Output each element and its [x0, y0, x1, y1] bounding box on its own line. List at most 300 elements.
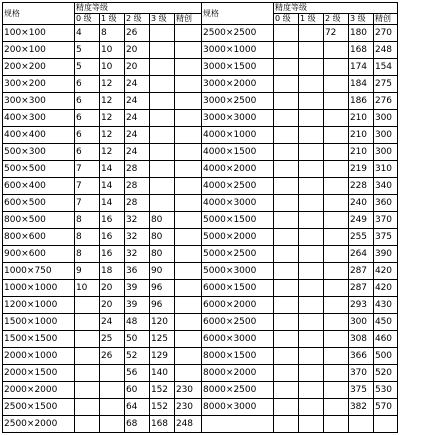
left-grade-cell [175, 212, 202, 229]
right-grade-cell: 530 [374, 382, 398, 399]
right-spec-cell: 3000×3000 [202, 110, 274, 127]
right-empty-cell [324, 416, 349, 433]
right-grade-cell [274, 161, 299, 178]
right-grade-cell [324, 144, 349, 161]
left-grade-cell [100, 399, 125, 416]
left-grade-cell: 7 [75, 161, 100, 178]
right-grade-cell: 340 [374, 178, 398, 195]
right-spec-cell: 5000×3000 [202, 263, 274, 280]
right-grade-cell: 275 [374, 76, 398, 93]
right-grade-cell [324, 93, 349, 110]
table-row [3, 416, 398, 433]
left-grade-cell [75, 382, 100, 399]
left-grade-cell: 8 [75, 229, 100, 246]
header-row-grade [3, 3, 398, 14]
right-grade-cell [274, 195, 299, 212]
right-grade-cell [299, 59, 324, 76]
right-grade-cell [299, 25, 324, 42]
left-grade-cell [150, 127, 175, 144]
right-grade-cell: 300 [374, 110, 398, 127]
grade-header-left: 精度等级 [75, 3, 202, 14]
left-grade-cell [175, 59, 202, 76]
right-grade-cell [299, 280, 324, 297]
right-grade-cell [299, 263, 324, 280]
right-grade-cell: 570 [374, 399, 398, 416]
grade-3-header-left: 3 级 [150, 14, 175, 25]
left-grade-cell: 26 [125, 25, 150, 42]
table-row [3, 127, 398, 144]
left-grade-cell: 12 [100, 93, 125, 110]
right-grade-cell: 293 [349, 297, 374, 314]
left-grade-cell: 24 [125, 93, 150, 110]
right-grade-cell: 366 [349, 348, 374, 365]
right-grade-cell: 300 [349, 314, 374, 331]
left-spec-cell: 800×500 [3, 212, 75, 229]
left-grade-cell: 125 [150, 331, 175, 348]
table-row [3, 76, 398, 93]
left-grade-cell: 230 [175, 399, 202, 416]
right-grade-cell [324, 314, 349, 331]
left-grade-cell: 24 [125, 110, 150, 127]
left-grade-cell: 8 [100, 25, 125, 42]
left-grade-cell: 14 [100, 178, 125, 195]
table-row [3, 161, 398, 178]
left-grade-cell [175, 110, 202, 127]
right-grade-cell: 308 [349, 331, 374, 348]
right-grade-cell [299, 161, 324, 178]
left-grade-cell: 7 [75, 178, 100, 195]
right-grade-cell [274, 110, 299, 127]
right-grade-cell: 300 [374, 144, 398, 161]
left-grade-cell: 80 [150, 246, 175, 263]
left-grade-cell: 12 [100, 144, 125, 161]
right-spec-cell: 5000×2500 [202, 246, 274, 263]
right-spec-cell: 8000×2500 [202, 382, 274, 399]
right-grade-cell [324, 195, 349, 212]
table-row [3, 297, 398, 314]
right-grade-cell [274, 331, 299, 348]
right-grade-cell: 390 [374, 246, 398, 263]
right-grade-cell: 370 [374, 212, 398, 229]
left-grade-cell: 5 [75, 42, 100, 59]
left-grade-cell: 25 [100, 331, 125, 348]
left-grade-cell [175, 280, 202, 297]
left-grade-cell [175, 365, 202, 382]
right-grade-cell [274, 93, 299, 110]
right-grade-cell: 184 [349, 76, 374, 93]
left-grade-cell: 80 [150, 212, 175, 229]
grade-2-header-left: 2 级 [125, 14, 150, 25]
right-grade-cell: 154 [374, 59, 398, 76]
right-grade-cell [274, 263, 299, 280]
left-grade-cell [150, 161, 175, 178]
left-grade-cell [175, 331, 202, 348]
right-empty-cell [202, 416, 274, 433]
table-row [3, 42, 398, 59]
left-grade-cell [75, 365, 100, 382]
left-grade-cell: 20 [100, 280, 125, 297]
left-grade-cell [75, 331, 100, 348]
left-grade-cell: 80 [150, 229, 175, 246]
left-grade-cell: 9 [75, 263, 100, 280]
left-grade-cell [175, 161, 202, 178]
right-spec-cell: 4000×1500 [202, 144, 274, 161]
left-grade-cell: 20 [125, 42, 150, 59]
left-grade-cell: 16 [100, 229, 125, 246]
left-grade-cell: 28 [125, 178, 150, 195]
left-spec-cell: 300×200 [3, 76, 75, 93]
right-grade-cell [324, 229, 349, 246]
right-empty-cell [349, 416, 374, 433]
right-grade-cell: 210 [349, 110, 374, 127]
left-grade-cell: 39 [125, 297, 150, 314]
right-grade-cell [274, 314, 299, 331]
right-grade-cell [324, 263, 349, 280]
left-grade-cell [75, 416, 100, 433]
right-empty-cell [274, 416, 299, 433]
left-grade-cell [150, 178, 175, 195]
right-grade-cell [324, 127, 349, 144]
right-grade-cell: 255 [349, 229, 374, 246]
left-grade-cell: 6 [75, 110, 100, 127]
left-spec-cell: 500×500 [3, 161, 75, 178]
right-grade-cell: 430 [374, 297, 398, 314]
left-spec-cell: 100×100 [3, 25, 75, 42]
right-grade-cell [324, 297, 349, 314]
right-grade-cell [299, 212, 324, 229]
right-grade-cell [299, 314, 324, 331]
left-grade-cell: 8 [75, 212, 100, 229]
spec-table-container [2, 2, 398, 433]
left-grade-cell [175, 348, 202, 365]
right-grade-cell: 219 [349, 161, 374, 178]
right-grade-cell: 420 [374, 263, 398, 280]
right-grade-cell [274, 127, 299, 144]
left-grade-cell: 152 [150, 382, 175, 399]
right-grade-cell [324, 161, 349, 178]
left-grade-cell: 20 [100, 297, 125, 314]
left-grade-cell: 32 [125, 229, 150, 246]
right-grade-cell [299, 382, 324, 399]
left-grade-cell: 90 [150, 263, 175, 280]
right-grade-cell: 240 [349, 195, 374, 212]
table-row [3, 178, 398, 195]
left-grade-cell: 10 [75, 280, 100, 297]
table-row [3, 263, 398, 280]
left-spec-cell: 800×600 [3, 229, 75, 246]
left-spec-cell: 1000×1000 [3, 280, 75, 297]
left-spec-cell: 600×400 [3, 178, 75, 195]
left-grade-cell [100, 416, 125, 433]
left-grade-cell [150, 59, 175, 76]
left-grade-cell: 64 [125, 399, 150, 416]
left-spec-cell: 400×400 [3, 127, 75, 144]
left-grade-cell [75, 399, 100, 416]
flatness-spec-table [2, 2, 398, 433]
right-grade-cell: 228 [349, 178, 374, 195]
right-grade-cell: 375 [374, 229, 398, 246]
table-row [3, 110, 398, 127]
right-grade-cell [324, 348, 349, 365]
left-grade-cell: 152 [150, 399, 175, 416]
left-grade-cell [175, 263, 202, 280]
right-spec-cell: 5000×1500 [202, 212, 274, 229]
table-body [3, 3, 398, 433]
right-grade-cell: 174 [349, 59, 374, 76]
right-grade-cell [274, 280, 299, 297]
left-grade-cell: 32 [125, 246, 150, 263]
right-grade-cell [274, 365, 299, 382]
left-grade-cell [175, 42, 202, 59]
right-grade-cell [299, 178, 324, 195]
right-spec-cell: 4000×2500 [202, 178, 274, 195]
right-empty-cell [299, 416, 324, 433]
right-spec-cell: 8000×3000 [202, 399, 274, 416]
left-grade-cell: 230 [175, 382, 202, 399]
left-grade-cell [175, 76, 202, 93]
left-grade-cell: 24 [125, 76, 150, 93]
left-grade-cell: 16 [100, 246, 125, 263]
left-grade-cell [75, 314, 100, 331]
grade-header-right: 精度等级 [274, 3, 398, 14]
left-grade-cell [175, 314, 202, 331]
left-grade-cell: 140 [150, 365, 175, 382]
left-grade-cell [150, 76, 175, 93]
right-grade-cell [324, 246, 349, 263]
table-row [3, 399, 398, 416]
table-row [3, 195, 398, 212]
table-row [3, 246, 398, 263]
left-spec-cell: 2000×1500 [3, 365, 75, 382]
grade-precision-header-right: 精创 [374, 14, 398, 25]
right-grade-cell: 382 [349, 399, 374, 416]
left-grade-cell: 52 [125, 348, 150, 365]
right-grade-cell [324, 42, 349, 59]
grade-0-header-right: 0 级 [274, 14, 299, 25]
left-grade-cell: 12 [100, 110, 125, 127]
left-spec-cell: 300×300 [3, 93, 75, 110]
right-grade-cell [274, 25, 299, 42]
left-grade-cell [150, 25, 175, 42]
left-grade-cell: 39 [125, 280, 150, 297]
right-grade-cell [324, 365, 349, 382]
right-grade-cell: 168 [349, 42, 374, 59]
left-grade-cell: 168 [150, 416, 175, 433]
grade-3-header-right: 3 级 [349, 14, 374, 25]
right-grade-cell: 180 [349, 25, 374, 42]
left-grade-cell [175, 144, 202, 161]
left-grade-cell: 36 [125, 263, 150, 280]
left-spec-cell: 1500×1500 [3, 331, 75, 348]
left-spec-cell: 1200×1000 [3, 297, 75, 314]
table-row [3, 25, 398, 42]
left-grade-cell [75, 348, 100, 365]
right-grade-cell [324, 76, 349, 93]
right-grade-cell: 310 [374, 161, 398, 178]
right-grade-cell [299, 42, 324, 59]
right-grade-cell [299, 365, 324, 382]
right-grade-cell [299, 229, 324, 246]
left-grade-cell: 48 [125, 314, 150, 331]
right-grade-cell [299, 348, 324, 365]
left-grade-cell [150, 144, 175, 161]
right-spec-cell: 6000×2500 [202, 314, 274, 331]
left-grade-cell: 56 [125, 365, 150, 382]
right-grade-cell: 210 [349, 127, 374, 144]
left-grade-cell: 10 [100, 42, 125, 59]
right-spec-cell: 8000×1500 [202, 348, 274, 365]
left-grade-cell: 60 [125, 382, 150, 399]
table-row [3, 93, 398, 110]
left-grade-cell: 24 [125, 144, 150, 161]
table-row [3, 382, 398, 399]
right-grade-cell: 264 [349, 246, 374, 263]
left-grade-cell: 14 [100, 195, 125, 212]
left-grade-cell: 24 [125, 127, 150, 144]
right-spec-cell: 6000×3000 [202, 331, 274, 348]
left-grade-cell [100, 365, 125, 382]
left-grade-cell [175, 229, 202, 246]
spec-header-right: 规格 [202, 3, 274, 25]
right-grade-cell: 249 [349, 212, 374, 229]
right-grade-cell [274, 144, 299, 161]
right-grade-cell: 287 [349, 280, 374, 297]
left-grade-cell: 6 [75, 144, 100, 161]
left-spec-cell: 500×300 [3, 144, 75, 161]
right-grade-cell: 276 [374, 93, 398, 110]
right-grade-cell: 360 [374, 195, 398, 212]
right-spec-cell: 2500×2500 [202, 25, 274, 42]
left-grade-cell: 50 [125, 331, 150, 348]
right-grade-cell [274, 42, 299, 59]
right-spec-cell: 8000×2000 [202, 365, 274, 382]
left-grade-cell [175, 297, 202, 314]
right-grade-cell: 370 [349, 365, 374, 382]
right-grade-cell [299, 110, 324, 127]
grade-precision-header-left: 精创 [175, 14, 202, 25]
left-spec-cell: 2000×2000 [3, 382, 75, 399]
left-grade-cell: 12 [100, 76, 125, 93]
right-grade-cell [299, 127, 324, 144]
right-grade-cell: 500 [374, 348, 398, 365]
left-grade-cell: 28 [125, 161, 150, 178]
left-grade-cell [175, 246, 202, 263]
right-grade-cell [299, 195, 324, 212]
right-grade-cell [324, 59, 349, 76]
spec-header-left: 规格 [3, 3, 75, 25]
right-spec-cell: 3000×2000 [202, 76, 274, 93]
left-grade-cell [75, 297, 100, 314]
left-spec-cell: 200×200 [3, 59, 75, 76]
table-row [3, 59, 398, 76]
grade-0-header-left: 0 级 [75, 14, 100, 25]
left-grade-cell [175, 195, 202, 212]
table-row [3, 348, 398, 365]
left-grade-cell: 24 [100, 314, 125, 331]
grade-2-header-right: 2 级 [324, 14, 349, 25]
right-grade-cell [274, 382, 299, 399]
right-grade-cell [274, 246, 299, 263]
left-spec-cell: 2000×1000 [3, 348, 75, 365]
right-grade-cell [299, 297, 324, 314]
right-spec-cell: 3000×1500 [202, 59, 274, 76]
table-row [3, 229, 398, 246]
right-grade-cell: 270 [374, 25, 398, 42]
left-grade-cell [150, 93, 175, 110]
right-spec-cell: 6000×1500 [202, 280, 274, 297]
left-grade-cell: 120 [150, 314, 175, 331]
right-grade-cell: 186 [349, 93, 374, 110]
left-grade-cell: 26 [100, 348, 125, 365]
left-spec-cell: 900×600 [3, 246, 75, 263]
right-grade-cell: 287 [349, 263, 374, 280]
left-spec-cell: 2500×2000 [3, 416, 75, 433]
right-grade-cell [299, 76, 324, 93]
table-row [3, 314, 398, 331]
right-grade-cell: 248 [374, 42, 398, 59]
right-grade-cell: 460 [374, 331, 398, 348]
right-grade-cell [299, 144, 324, 161]
left-spec-cell: 600×500 [3, 195, 75, 212]
left-grade-cell: 18 [100, 263, 125, 280]
left-grade-cell: 96 [150, 280, 175, 297]
right-spec-cell: 3000×2500 [202, 93, 274, 110]
right-spec-cell: 4000×3000 [202, 195, 274, 212]
right-grade-cell [274, 297, 299, 314]
left-grade-cell: 12 [100, 127, 125, 144]
left-grade-cell: 16 [100, 212, 125, 229]
left-grade-cell [175, 93, 202, 110]
left-grade-cell: 96 [150, 297, 175, 314]
left-spec-cell: 1500×1000 [3, 314, 75, 331]
right-grade-cell [324, 382, 349, 399]
left-grade-cell: 129 [150, 348, 175, 365]
left-grade-cell [150, 110, 175, 127]
left-spec-cell: 2500×1500 [3, 399, 75, 416]
right-grade-cell: 520 [374, 365, 398, 382]
left-grade-cell: 68 [125, 416, 150, 433]
right-grade-cell [299, 246, 324, 263]
right-grade-cell [324, 212, 349, 229]
grade-1-header-right: 1 级 [299, 14, 324, 25]
right-grade-cell: 72 [324, 25, 349, 42]
left-grade-cell: 6 [75, 76, 100, 93]
right-grade-cell [324, 331, 349, 348]
left-grade-cell: 8 [75, 246, 100, 263]
right-empty-cell [374, 416, 398, 433]
right-grade-cell [274, 212, 299, 229]
right-grade-cell [324, 110, 349, 127]
table-row [3, 331, 398, 348]
left-grade-cell [175, 127, 202, 144]
left-grade-cell: 32 [125, 212, 150, 229]
left-grade-cell: 28 [125, 195, 150, 212]
right-grade-cell: 375 [349, 382, 374, 399]
right-grade-cell: 450 [374, 314, 398, 331]
left-grade-cell [150, 195, 175, 212]
right-grade-cell [299, 331, 324, 348]
right-grade-cell [324, 399, 349, 416]
left-spec-cell: 200×100 [3, 42, 75, 59]
left-grade-cell [175, 178, 202, 195]
right-grade-cell [324, 178, 349, 195]
right-grade-cell [299, 93, 324, 110]
left-grade-cell: 6 [75, 127, 100, 144]
table-row [3, 212, 398, 229]
left-grade-cell: 7 [75, 195, 100, 212]
right-spec-cell: 3000×1000 [202, 42, 274, 59]
left-grade-cell [100, 382, 125, 399]
